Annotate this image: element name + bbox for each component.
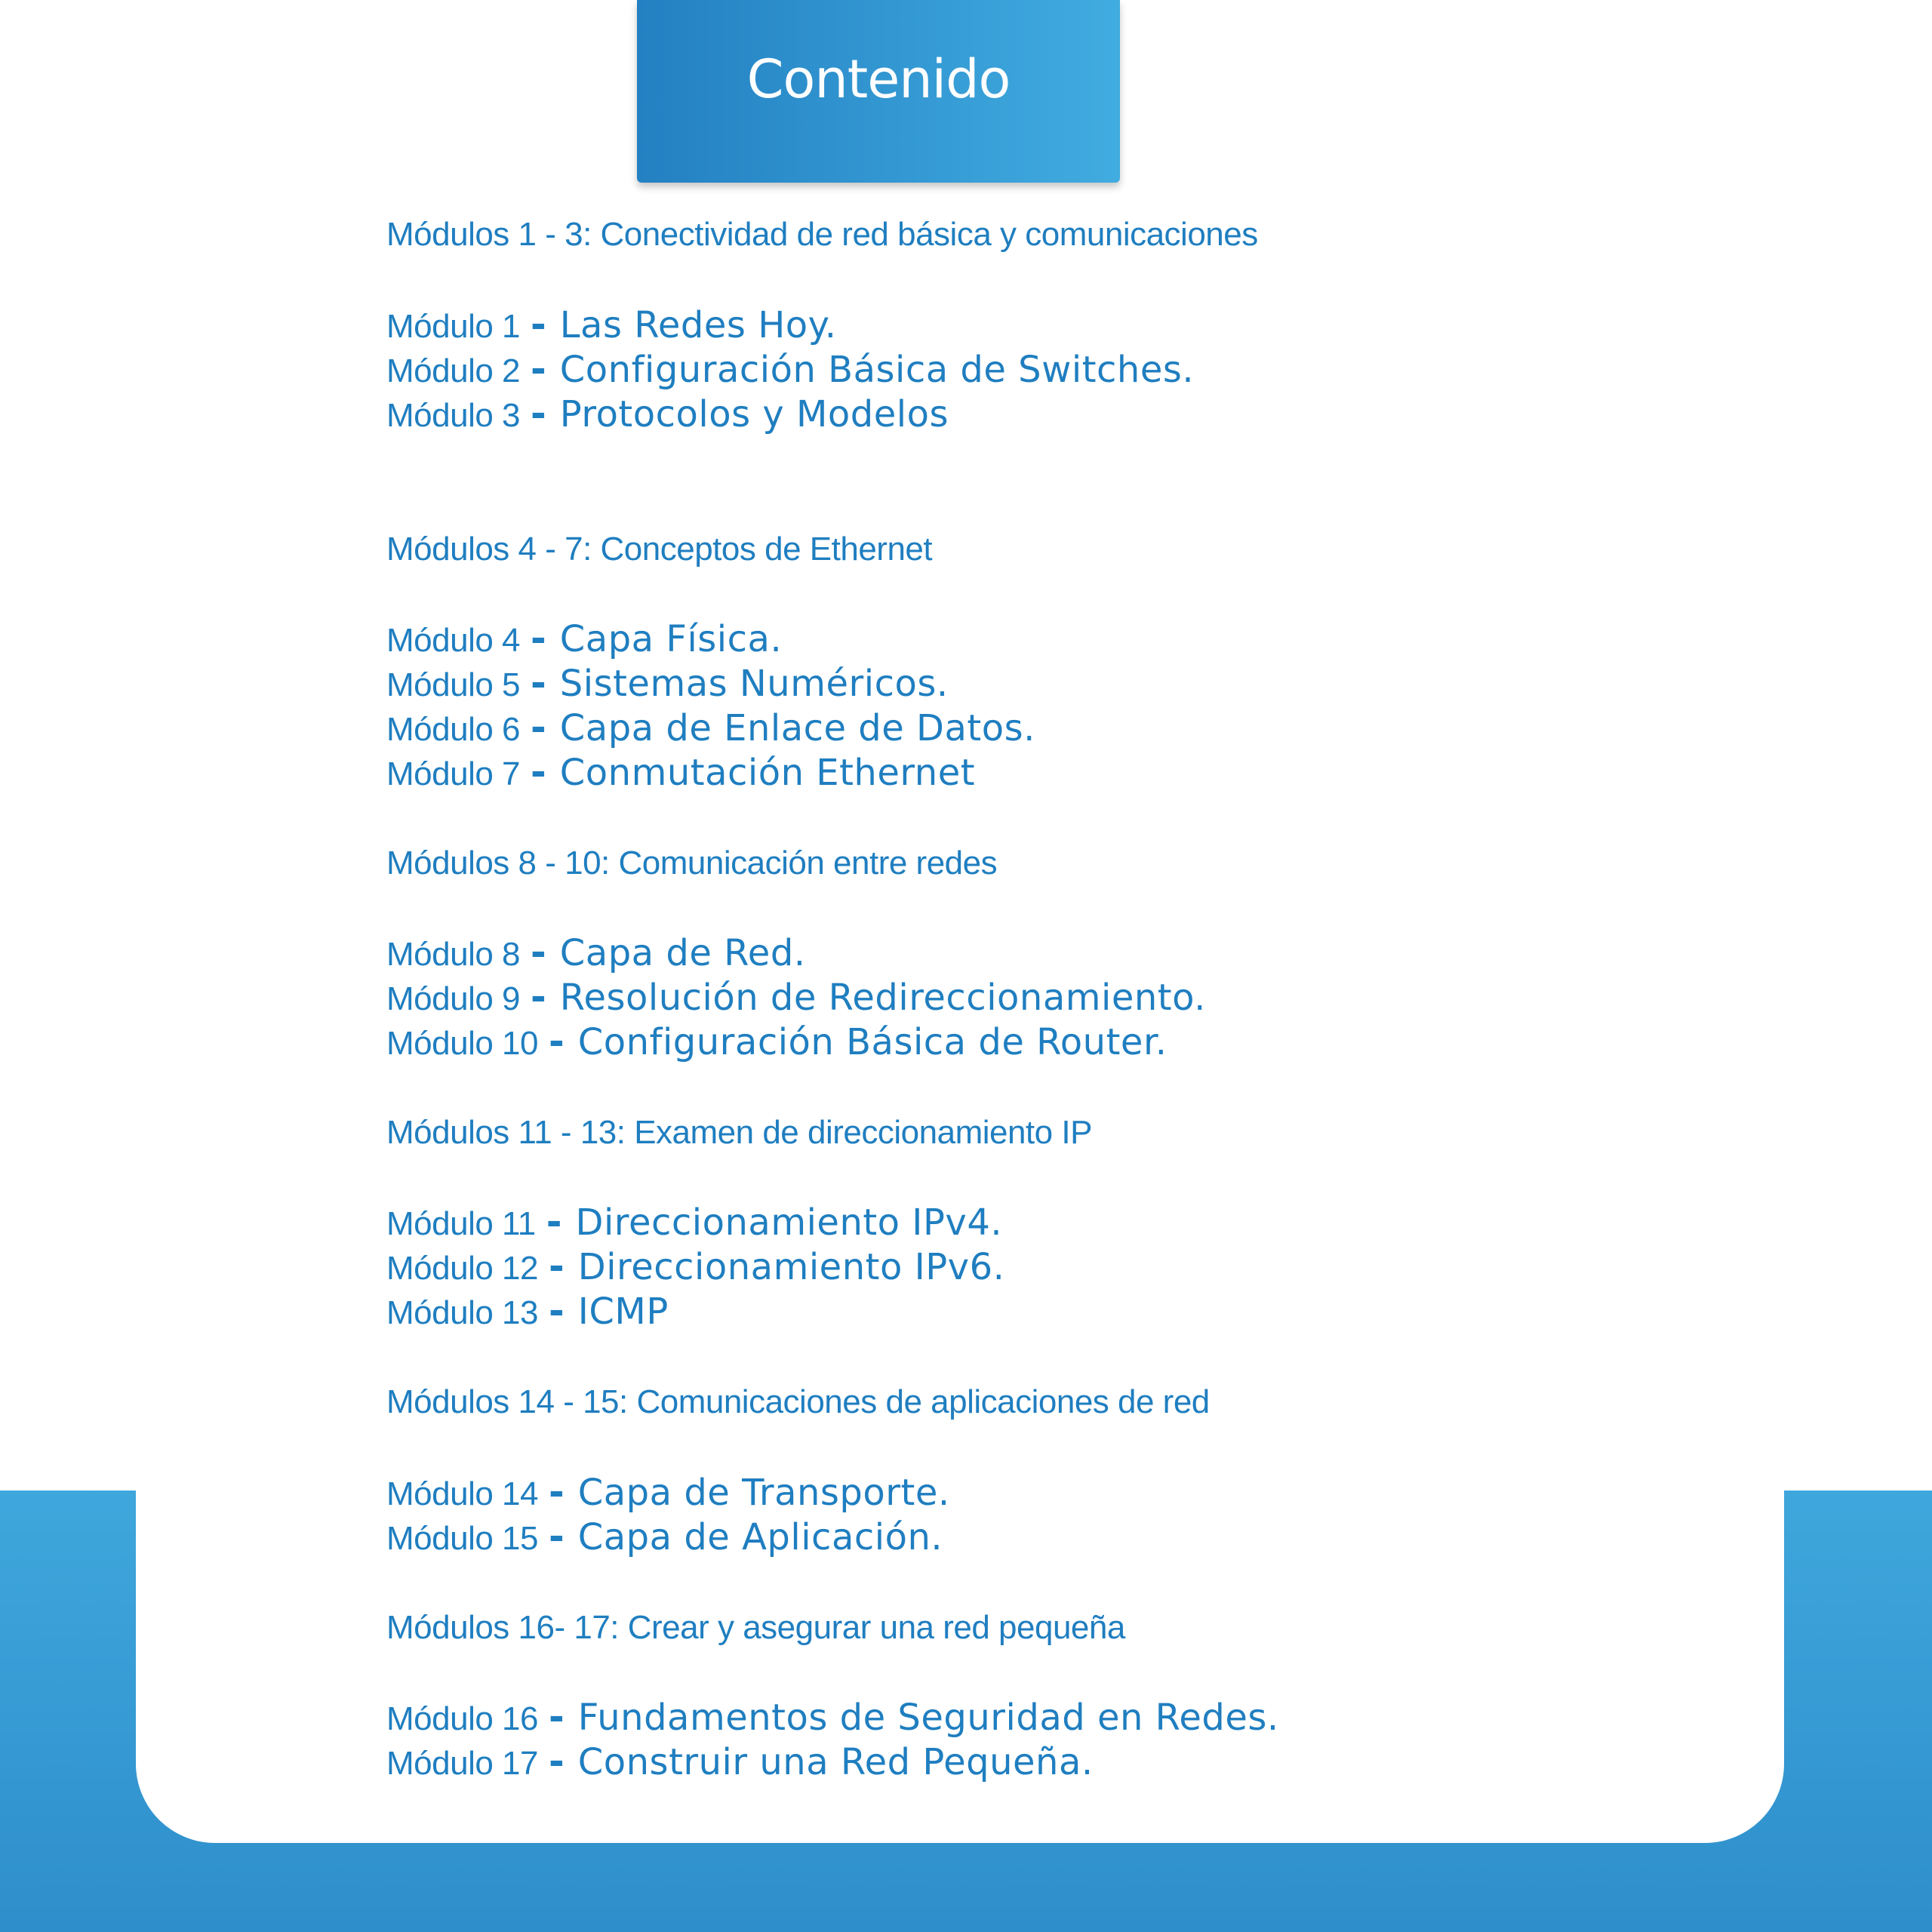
module-title: Capa de Enlace de Datos.	[559, 707, 1035, 749]
module-separator: -	[531, 706, 546, 749]
module-number: Módulo 13	[386, 1294, 538, 1331]
module-title: Capa de Red.	[559, 932, 806, 974]
module-number: Módulo 15	[386, 1520, 538, 1557]
module-separator: -	[548, 1515, 565, 1558]
module-number: Módulo 14	[386, 1475, 538, 1512]
module-separator: -	[531, 347, 546, 391]
module-title: Fundamentos de Seguridad en Redes.	[577, 1697, 1279, 1739]
module-title: Construir una Red Pequeña.	[577, 1741, 1094, 1783]
module-separator: -	[531, 975, 546, 1019]
module-separator: -	[548, 1289, 565, 1333]
module-separator: -	[531, 617, 546, 660]
module-separator: -	[548, 1020, 565, 1063]
module-title: Configuración Básica de Router.	[577, 1021, 1168, 1063]
module-title: ICMP	[577, 1291, 669, 1333]
module-separator: -	[548, 1470, 565, 1514]
page-title: Contenido	[746, 48, 1011, 110]
module-title: Las Redes Hoy.	[559, 304, 837, 346]
module-number: Módulo 4	[386, 622, 521, 659]
module-number: Módulo 10	[386, 1025, 538, 1062]
section-heading: Módulos 11 - 13: Examen de direccionamiento IP	[386, 1114, 1092, 1151]
module-title: Sistemas Numéricos.	[559, 663, 949, 705]
module-title: Protocolos y Modelos	[559, 393, 949, 435]
module-number: Módulo 16	[386, 1700, 538, 1737]
module-entry	[386, 1287, 669, 1344]
module-title: Capa Física.	[559, 618, 783, 660]
module-title: Configuración Básica de Switches.	[559, 349, 1195, 391]
module-entry	[386, 748, 975, 805]
module-entry	[386, 1512, 943, 1570]
module-number: Módulo 2	[386, 352, 521, 389]
module-title: Capa de Transporte.	[577, 1472, 950, 1514]
section-heading: Módulos 14 - 15: Comunicaciones de aplicaciones de red	[386, 1383, 1210, 1420]
module-number: Módulo 11	[386, 1205, 536, 1242]
module-number: Módulo 8	[386, 936, 521, 973]
module-number: Módulo 7	[386, 755, 521, 792]
section-heading: Módulos 4 - 7: Conceptos de Ethernet	[386, 531, 933, 568]
module-number: Módulo 12	[386, 1250, 538, 1287]
module-separator: -	[548, 1740, 565, 1783]
module-title: Capa de Aplicación.	[577, 1516, 943, 1558]
module-separator: -	[531, 303, 546, 346]
module-separator: -	[531, 931, 546, 974]
module-separator: -	[531, 392, 546, 435]
module-title: Conmutación Ethernet	[559, 752, 976, 794]
module-number: Módulo 17	[386, 1745, 538, 1782]
module-entry	[386, 1737, 1094, 1795]
section-heading: Módulos 1 - 3: Conectividad de red básica y comunicaciones	[386, 216, 1258, 253]
module-separator: -	[548, 1244, 565, 1288]
module-number: Módulo 1	[386, 308, 521, 345]
section-heading: Módulos 8 - 10: Comunicación entre redes	[386, 844, 998, 881]
module-separator: -	[531, 661, 546, 705]
module-title: Resolución de Redireccionamiento.	[559, 977, 1206, 1019]
module-number: Módulo 6	[386, 711, 521, 748]
module-number: Módulo 5	[386, 666, 521, 703]
module-title: Direccionamiento IPv4.	[575, 1201, 1003, 1244]
module-separator: -	[548, 1695, 565, 1739]
module-entry	[386, 1017, 1168, 1075]
module-number: Módulo 3	[386, 397, 521, 434]
module-entry	[386, 389, 949, 447]
module-separator: -	[546, 1200, 562, 1244]
module-title: Direccionamiento IPv6.	[577, 1246, 1005, 1288]
module-separator: -	[531, 750, 546, 794]
module-number: Módulo 9	[386, 980, 521, 1017]
table-of-contents	[386, 0, 1820, 1811]
section-heading: Módulos 16- 17: Crear y asegurar una red pequeña	[386, 1609, 1125, 1646]
